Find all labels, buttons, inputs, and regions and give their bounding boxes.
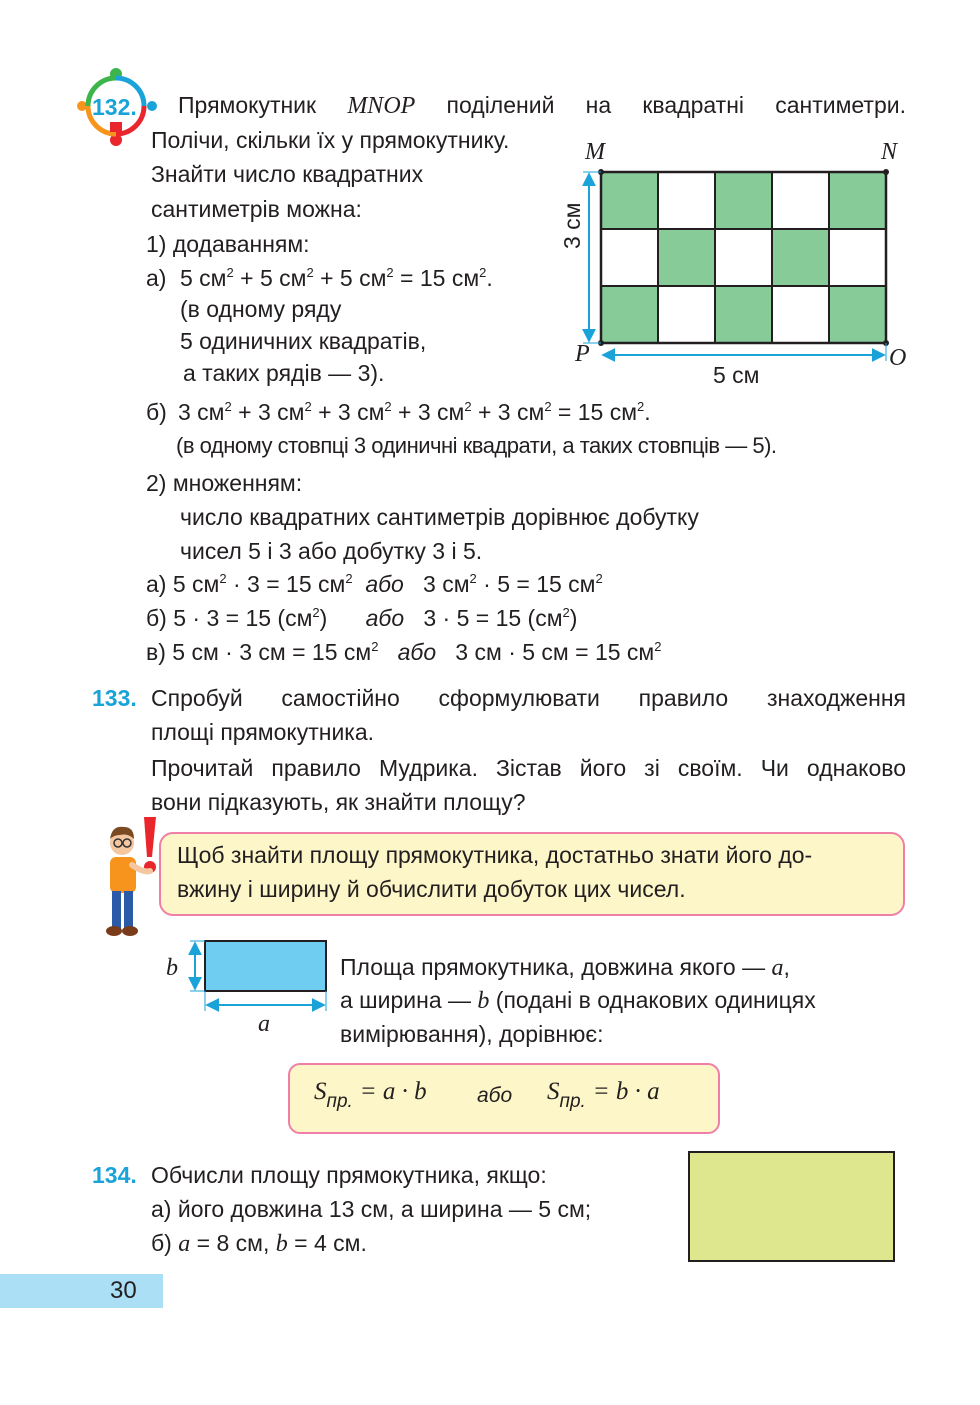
method-2b-row: б) 5 · 3 = 15 $(см^2)$ або 3 · 5 = 15 $(см^2)$ <box>146 605 578 631</box>
rule-line-1: Щоб знайти площу прямокутника, достатньо знати його до- <box>177 842 813 868</box>
task-133-line-2: площі прямокутника. <box>151 719 375 745</box>
text: Площа прямокутника, довжина якого — <box>340 954 766 980</box>
formula-desc-1: Площа прямокутника, довжина якого — a, <box>340 954 790 981</box>
grid-cell <box>772 172 829 229</box>
rectangle-mnop-figure <box>555 135 920 395</box>
formula-or: або <box>477 1084 513 1107</box>
vertex-m-label: M <box>585 139 605 165</box>
method-2v-row: в) 5 см · 3 см = 15 $см^2$ або 3 см · 5 см = 15 $см^2$ <box>146 639 662 665</box>
rule-line-2: вжину і ширину й обчислити добуток цих чисел. <box>177 876 686 902</box>
s-subscript: пр. <box>326 1091 353 1112</box>
vertex-p-label: P <box>575 341 590 367</box>
vertex-n-label: N <box>881 139 898 165</box>
method-1a-note-2: 5 одиничних квадратів, <box>180 328 427 354</box>
method-2-text-2: чисел 5 і 3 або добутку 3 і 5. <box>180 538 483 564</box>
grid-cell <box>715 286 772 343</box>
grid-cell <box>715 229 772 286</box>
text: Прямокутник <box>178 92 317 118</box>
s-symbol: S <box>547 1078 560 1105</box>
vertex-dot <box>883 169 889 175</box>
grid-cell <box>601 286 658 343</box>
formula-1 <box>314 1076 427 1112</box>
grid-cell <box>829 172 886 229</box>
task-134-line-3 <box>151 1226 367 1261</box>
grid-cell <box>658 286 715 343</box>
formula-2-rhs: = b · a <box>592 1078 660 1105</box>
method-1a-note-3: а таких рядів — 3). <box>183 360 385 386</box>
task-134-line-1: Обчисли площу прямокутника, якщо: <box>151 1162 547 1188</box>
method-2-text-1: число квадратних сантиметрів дорівнює добутку <box>180 504 699 530</box>
height-label: 3 см <box>559 202 585 249</box>
vertex-o-label: O <box>889 345 907 371</box>
side-b-label: b <box>166 955 178 981</box>
task-132-line-1 <box>178 88 906 123</box>
var-b: b <box>275 1231 288 1257</box>
text: поділений на квадратні сантиметри. <box>446 92 906 118</box>
var-a: a <box>178 1231 191 1257</box>
s-symbol: S <box>314 1078 327 1105</box>
grid-cell <box>715 172 772 229</box>
method-2-label: 2) множенням: <box>146 470 303 496</box>
formula-desc-2 <box>340 983 816 1018</box>
grid-cell <box>601 172 658 229</box>
task-134-line-2: а) його довжина 13 см, а ширина — 5 см; <box>151 1196 592 1222</box>
task-132-number: 132. <box>92 94 137 120</box>
task-134-rectangle <box>688 1151 895 1262</box>
method-1a-note-1: (в одному ряду <box>180 296 342 322</box>
method-1-label: 1) додаванням: <box>146 231 310 257</box>
width-label: 5 см <box>713 362 760 388</box>
text: (подані в однакових одиницях <box>495 987 816 1013</box>
task-133-line-4: вони підказують, як знайти площу? <box>151 789 526 815</box>
formula-2 <box>547 1076 660 1112</box>
method-1a-label: а) <box>146 265 167 291</box>
grid-cell <box>658 229 715 286</box>
task-133-line-3: Прочитай правило Мудрика. Зістав його зі своїм. Чи однаково <box>151 755 906 781</box>
var-b: b <box>477 988 490 1014</box>
or-word: або <box>365 571 404 597</box>
text: = 4 см. <box>294 1230 367 1256</box>
method-2a-row: а) 5 $см^2 \cdot 3 = 15$ $см^2$ або 3 $см^2 \cdot 5 = 15$ $см^2$ <box>146 571 603 597</box>
method-1b-note: (в одному стовпці 3 одиничні квадрати, а таких стовпців — 5). <box>176 433 777 458</box>
task-132-line-3: Знайти число квадратних <box>151 161 424 187</box>
task-133-line-1: Спробуй самостійно сформулювати правило знаходження <box>151 685 906 711</box>
grid-svg <box>555 135 920 395</box>
method-1a-equation: 5 $см^2 + 5$ $см^2 + 5$ $см^2 = 15$ $см^2$. <box>180 265 493 291</box>
grid-cell <box>829 286 886 343</box>
grid-cell <box>772 286 829 343</box>
grid-cell <box>772 229 829 286</box>
var-mnop: MNOP <box>347 93 416 119</box>
grid-cell <box>658 172 715 229</box>
grid-cell <box>601 229 658 286</box>
method-1b-equation: 3 $см^2 + 3$ $см^2 + 3$ $см^2 + 3$ $см^2 + 3$ $см^2 = 15$ $см^2$. <box>178 399 651 425</box>
text: б) <box>151 1230 172 1256</box>
task-134-number: 134. <box>92 1162 137 1188</box>
text: а ширина — <box>340 987 472 1013</box>
method-1b-label: б) <box>146 399 167 425</box>
page-number: 30 <box>110 1277 137 1304</box>
page-number-band <box>0 1274 163 1308</box>
grid-cell <box>829 229 886 286</box>
task-132-line-4: сантиметрів можна: <box>151 196 362 222</box>
or-word: або <box>397 639 437 665</box>
mudryk-character-icon <box>100 813 162 941</box>
text: = 8 см, <box>196 1230 270 1256</box>
formula-desc-3: вимірювання), дорівнює: <box>340 1021 604 1047</box>
rectangle-ab-figure <box>160 935 335 1040</box>
or-word: або <box>365 605 405 631</box>
task-133-number: 133. <box>92 685 137 711</box>
var-a: a <box>771 955 784 981</box>
formula-1-rhs: = a · b <box>359 1078 427 1105</box>
s-subscript: пр. <box>559 1091 586 1112</box>
side-a-label: a <box>258 1011 270 1037</box>
task-132-line-2: Полічи, скільки їх у прямокутнику. <box>151 127 510 153</box>
